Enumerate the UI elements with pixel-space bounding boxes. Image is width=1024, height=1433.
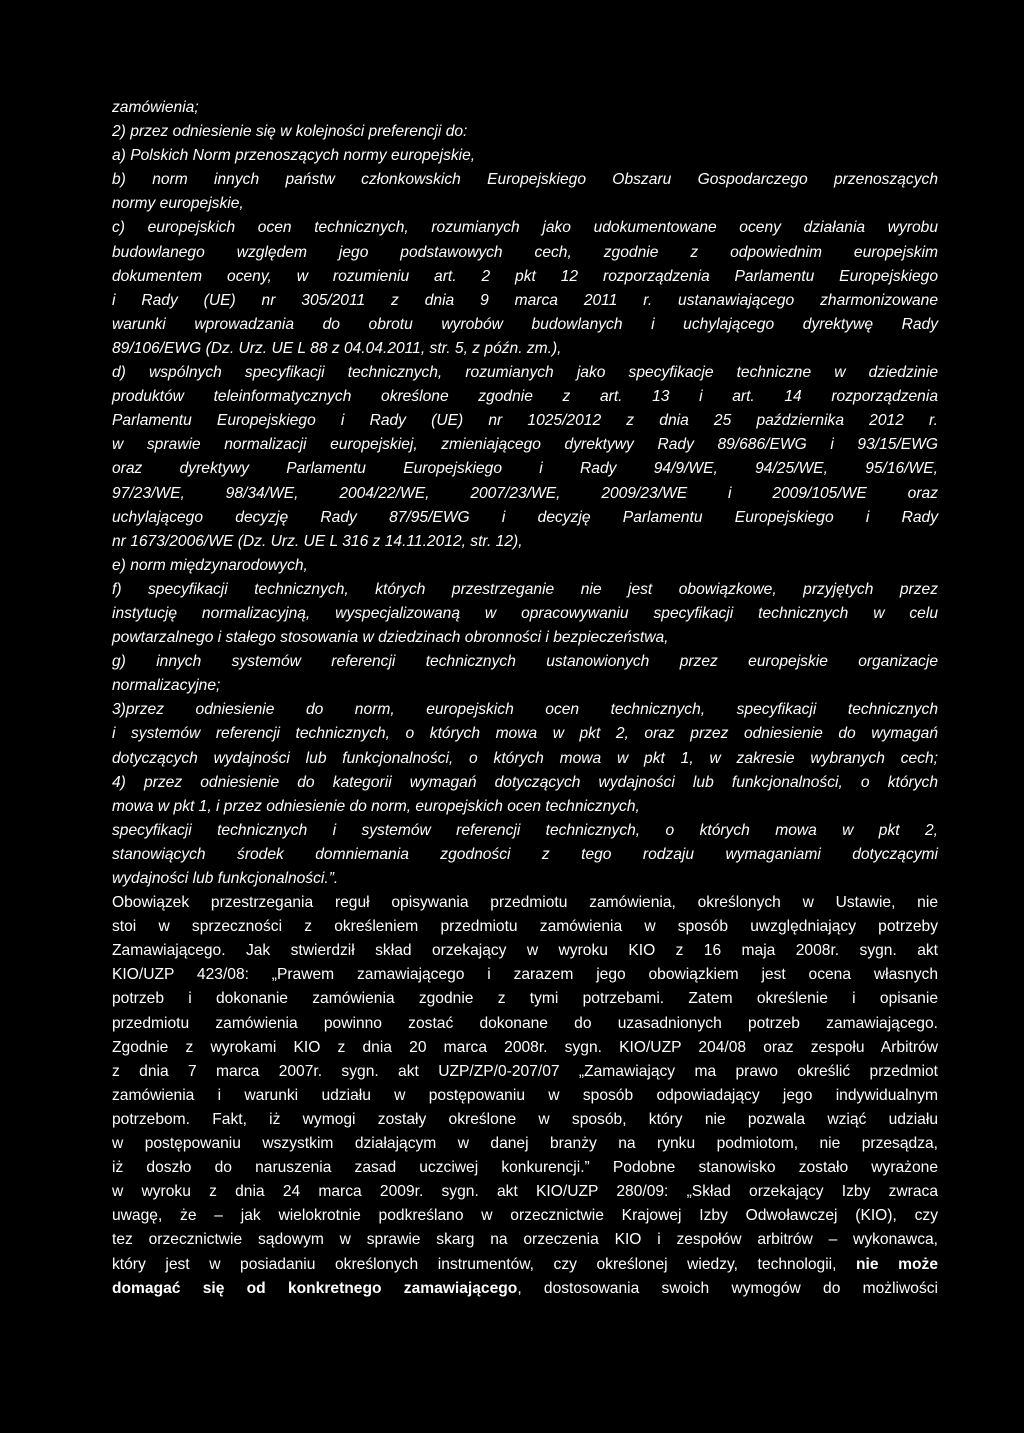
text-line: w sprawie normalizacji europejskiej, zmieniającego dyrektywy Rady 89/686/EWG i 93/15/EWG xyxy=(112,436,938,454)
text-line: i systemów referencji technicznych, o których mowa w pkt 2, oraz przez odniesienie do wymagań xyxy=(112,725,938,743)
text-line: nr 1673/2006/WE (Dz. Urz. UE L 316 z 14.11.2012, str. 12), xyxy=(112,532,523,550)
text-segment: , dostosowania swoich wymogów do możliwości xyxy=(517,1279,938,1297)
text-line: g) innych systemów referencji technicznych ustanowionych przez europejskie organizacje xyxy=(112,653,938,671)
text-line: d) wspólnych specyfikacji technicznych, rozumianych jako specyfikacje techniczne w dziedzinie xyxy=(112,364,938,382)
text-line: a) Polskich Norm przenoszących normy europejskie, xyxy=(112,147,476,165)
text-line: 97/23/WE, 98/34/WE, 2004/22/WE, 2007/23/WE, 2009/23/WE i 2009/105/WE oraz xyxy=(112,484,938,502)
text-line: 4) przez odniesienie do kategorii wymagań dotyczących wydajności lub funkcjonalności, o których xyxy=(112,773,938,791)
bold-text: nie może xyxy=(856,1255,938,1273)
text-line: Parlamentu Europejskiego i Rady (UE) nr 1025/2012 z dnia 25 października 2012 r. xyxy=(112,412,938,430)
text-line: 3)przez odniesienie do norm, europejskich ocen technicznych, specyfikacji technicznych xyxy=(112,701,938,719)
text-line: normalizacyjne; xyxy=(112,677,221,695)
text-line: Zgodnie z wyrokami KIO z dnia 20 marca 2008r. sygn. KIO/UZP 204/08 oraz zespołu Arbitrów xyxy=(112,1038,938,1056)
text-line: 2) przez odniesienie się w kolejności preferencji do: xyxy=(112,123,468,141)
text-line: w postępowaniu wszystkim działającym w danej branży na rynku podmiotom, nie przesądza, xyxy=(112,1135,938,1153)
document-body xyxy=(112,96,938,1301)
text-line: e) norm międzynarodowych, xyxy=(112,556,308,574)
text-line: dotyczących wydajności lub funkcjonalności, o których mowa w pkt 1, w zakresie wybranych cech; xyxy=(112,749,938,767)
text-line: przedmiotu zamówienia powinno zostać dokonane do uzasadnionych potrzeb zamawiającego. xyxy=(112,1014,938,1032)
bold-text: domagać się od konkretnego zamawiającego xyxy=(112,1279,518,1297)
text-line: tez orzecznictwie sądowym w sprawie skarg na orzeczenia KIO i zespołów arbitrów – wykonawca, xyxy=(112,1231,938,1249)
text-line-with-bold xyxy=(112,1253,938,1277)
text-line: iż doszło do naruszenia zasad uczciwej konkurencji.” Podobne stanowisko zostało wyrażone xyxy=(112,1159,938,1177)
text-line: normy europejskie, xyxy=(112,195,244,213)
text-line: mowa w pkt 1, i przez odniesienie do norm, europejskich ocen technicznych, xyxy=(112,797,640,815)
text-line-with-bold xyxy=(112,1277,938,1301)
text-line: c) europejskich ocen technicznych, rozumianych jako udokumentowane oceny działania wyrobu xyxy=(112,219,938,237)
text-segment: który jest w posiadaniu określonych instrumentów, czy określonej wiedzy, technologii, xyxy=(112,1255,837,1273)
text-line: i Rady (UE) nr 305/2011 z dnia 9 marca 2011 r. ustanawiającego zharmonizowane xyxy=(112,291,938,309)
text-line: stanowiących środek domniemania zgodności z tego rodzaju wymaganiami dotyczącymi xyxy=(112,845,938,863)
text-line: b) norm innych państw członkowskich Europejskiego Obszaru Gospodarczego przenoszących xyxy=(112,171,938,189)
text-line: uchylającego decyzję Rady 87/95/EWG i decyzję Parlamentu Europejskiego i Rady xyxy=(112,508,938,526)
text-line: specyfikacji technicznych i systemów referencji technicznych, o których mowa w pkt 2, xyxy=(112,821,938,839)
text-line: 89/106/EWG (Dz. Urz. UE L 88 z 04.04.2011, str. 5, z późn. zm.), xyxy=(112,339,562,357)
text-line: z dnia 7 marca 2007r. sygn. akt UZP/ZP/0-207/07 „Zamawiający ma prawo określić przedmiot xyxy=(112,1062,938,1080)
text-line: stoi w sprzeczności z określeniem przedmiotu zamówienia w sposób uwzględniający potrzeby xyxy=(112,918,938,936)
text-line: potrzeb i dokonanie zamówienia zgodnie z tymi potrzebami. Zatem określenie i opisanie xyxy=(112,990,938,1008)
text-line: budowlanego względem jego podstawowych cech, zgodnie z odpowiednim europejskim xyxy=(112,243,938,261)
text-line: oraz dyrektywy Parlamentu Europejskiego i Rady 94/9/WE, 94/25/WE, 95/16/WE, xyxy=(112,460,938,478)
text-line: KIO/UZP 423/08: „Prawem zamawiającego i zarazem jego obowiązkiem jest ocena własnych xyxy=(112,966,938,984)
text-line: wydajności lub funkcjonalności.”. xyxy=(112,870,339,887)
text-line: w wyroku z dnia 24 marca 2009r. sygn. akt KIO/UZP 280/09: „Skład orzekający Izby zwraca xyxy=(112,1183,938,1201)
text-line: produktów teleinformatycznych określone zgodnie z art. 13 i art. 14 rozporządzenia xyxy=(112,388,938,406)
text-line: uwagę, że – jak wielokrotnie podkreślano w orzecznictwie Krajowej Izby Odwoławczej (KIO), czy xyxy=(112,1207,938,1225)
text-line: zamówienia i warunki udziału w postępowaniu w sposób odpowiadający jego indywidualnym xyxy=(112,1086,938,1104)
text-line: Obowiązek przestrzegania reguł opisywania przedmiotu zamówienia, określonych w Ustawie, nie xyxy=(112,894,938,912)
text-line: Zamawiającego. Jak stwierdził skład orzekający w wyroku KIO z 16 maja 2008r. sygn. akt xyxy=(112,942,938,960)
text-line: warunki wprowadzania do obrotu wyrobów budowlanych i uchylającego dyrektywę Rady xyxy=(112,315,938,333)
text-line: dokumentem oceny, w rozumieniu art. 2 pkt 12 rozporządzenia Parlamentu Europejskiego xyxy=(112,267,938,285)
text-line: f) specyfikacji technicznych, których przestrzeganie nie jest obowiązkowe, przyjętych przez xyxy=(112,580,938,598)
text-line: zamówienia; xyxy=(112,99,199,116)
text-line: powtarzalnego i stałego stosowania w dziedzinach obronności i bezpieczeństwa, xyxy=(112,629,669,647)
text-line: instytucję normalizacyjną, wyspecjalizowaną w opracowywaniu specyfikacji technicznych w celu xyxy=(112,604,938,622)
text-line: potrzebom. Fakt, iż wymogi zostały określone w sposób, który nie pozwala wziąć udziału xyxy=(112,1110,938,1128)
